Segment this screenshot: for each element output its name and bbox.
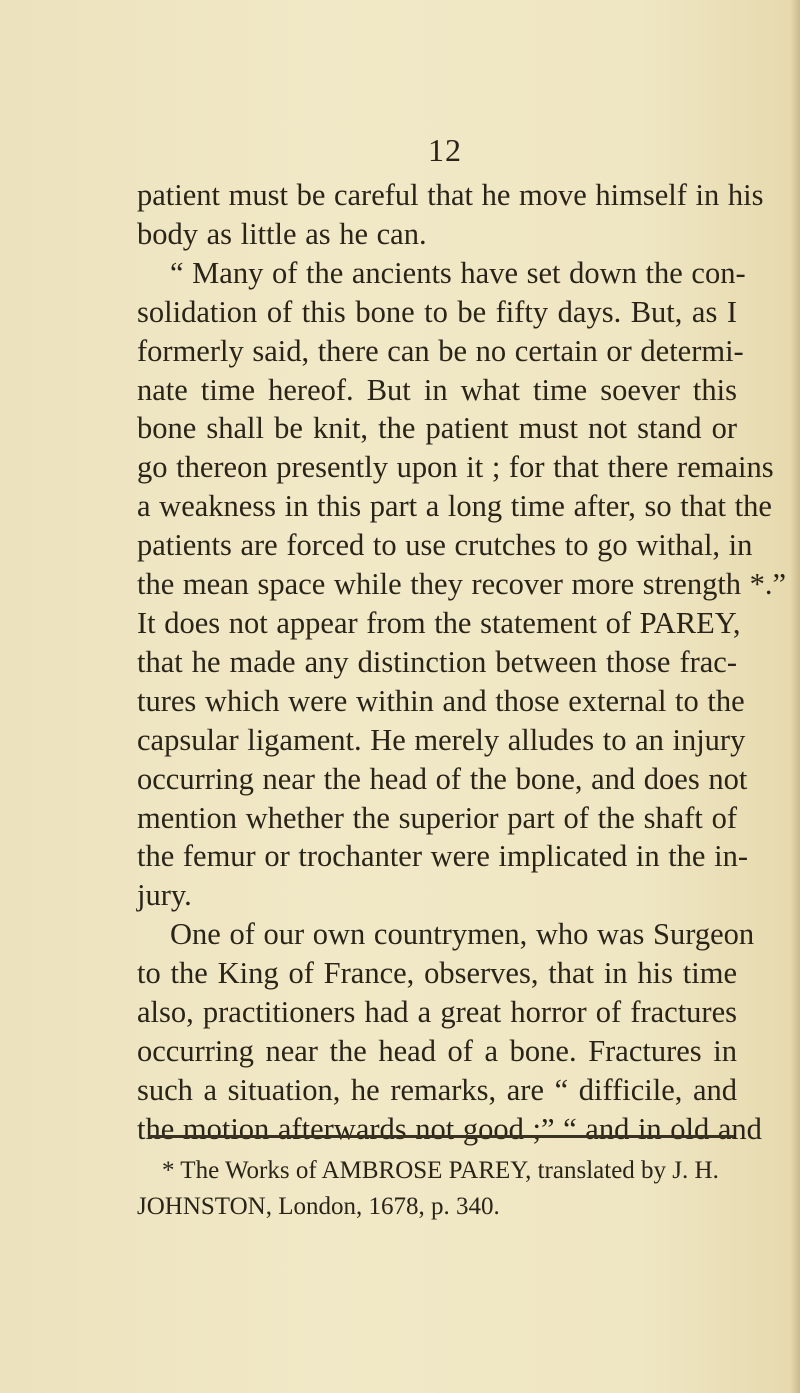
text-line: mention whether the superior part of the shaft of bbox=[137, 800, 737, 835]
footnote bbox=[137, 1153, 757, 1225]
text-line: tures which were within and those external to the bbox=[137, 683, 745, 718]
text-line: “ Many of the ancients have set down the con- bbox=[170, 255, 746, 290]
text-line: occurring near the head of a bone. Fractures in bbox=[137, 1033, 737, 1068]
text-line: solidation of this bone to be fifty days. But, as I bbox=[137, 294, 737, 329]
text-line: One of our own countrymen, who was Surgeon bbox=[170, 917, 755, 952]
text-line: that he made any distinction between those frac- bbox=[137, 644, 737, 679]
text-line: patients are forced to use crutches to go withal, in bbox=[137, 528, 753, 563]
text-line: body as little as he can. bbox=[137, 216, 427, 251]
text-line: occurring near the head of the bone, and does not bbox=[137, 761, 748, 796]
text-line: patient must be careful that he move himself in his bbox=[137, 178, 764, 212]
text-line: to the King of France, observes, that in his time bbox=[137, 956, 737, 991]
text-line: jury. bbox=[137, 878, 192, 913]
text-line: capsular ligament. He merely alludes to an injury bbox=[137, 722, 746, 757]
text-line: such a situation, he remarks, are “ difficile, and bbox=[137, 1072, 737, 1107]
page-number: 12 bbox=[428, 132, 462, 168]
text-line: the mean space while they recover more strength *.” bbox=[137, 567, 787, 602]
text-line: the femur or trochanter were implicated in the in- bbox=[137, 839, 748, 874]
text-line: also, practitioners had a great horror of fractures bbox=[137, 995, 737, 1030]
text-line: It does not appear from the statement of PAREY, bbox=[137, 605, 741, 640]
footnote-divider bbox=[148, 1135, 734, 1138]
text-line: nate time hereof. But in what time soever this bbox=[137, 372, 737, 407]
text-line: the motion afterwards not good ;” “ and in old and bbox=[137, 1111, 762, 1146]
text-line: formerly said, there can be no certain or determi- bbox=[137, 333, 744, 368]
page-edge-shadow bbox=[790, 0, 800, 1393]
body-text bbox=[137, 176, 787, 1149]
text-line: bone shall be knit, the patient must not stand or bbox=[137, 411, 737, 446]
footnote-line: * The Works of AMBROSE PAREY, translated by J. H. bbox=[162, 1157, 719, 1184]
text-line: a weakness in this part a long time after, so that the bbox=[137, 489, 772, 524]
footnote-line: JOHNSTON, London, 1678, p. 340. bbox=[137, 1193, 500, 1220]
text-line: go thereon presently upon it ; for that there remains bbox=[137, 450, 774, 485]
